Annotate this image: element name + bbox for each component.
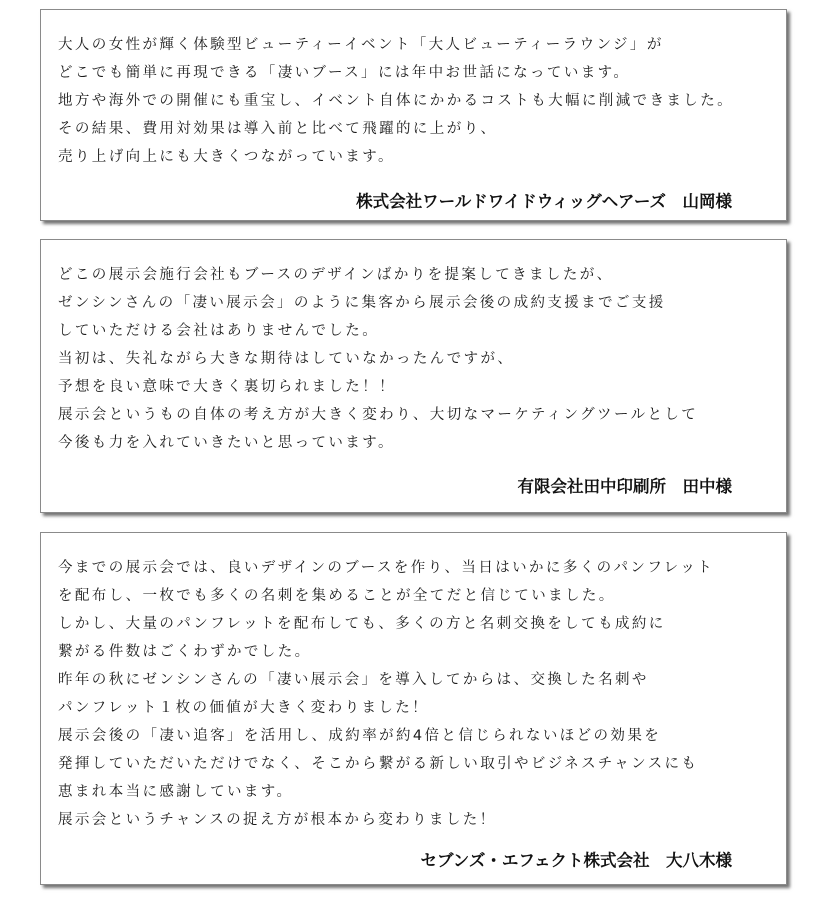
testimonial-line: 今までの展示会では、良いデザインのブースを作り、当日はいかに多くのパンフレット (58, 560, 715, 576)
testimonial-line: 予想を良い意味で大きく裏切られました！！ (58, 379, 396, 395)
testimonial-line: 発揮していただいただけでなく、そこから繋がる新しい取引やビジネスチャンスにも (58, 756, 699, 772)
testimonial-line: 売り上げ向上にも大きくつながっています。 (58, 149, 395, 165)
testimonial-line: しかし、大量のパンフレットを配布しても、多くの方と名刺交換をしても成約に (58, 616, 666, 632)
testimonial-line: 恵まれ本当に感謝しています。 (58, 784, 294, 800)
testimonial-signature: セブンズ・エフェクト株式会社 大八木様 (420, 852, 732, 870)
testimonial-text (58, 554, 776, 834)
testimonial-line: 昨年の秋にゼンシンさんの「凄い展示会」を導入してからは、交換した名刺や (58, 672, 649, 688)
testimonial-line: 今後も力を入れていきたいと思っています。 (58, 435, 395, 451)
testimonial-line: を配布し、一枚でも多くの名刺を集めることが全てだと信じていました。 (58, 588, 616, 604)
testimonial-line: どこでも簡単に再現できる「凄いブース」には年中お世話になっています。 (58, 65, 631, 81)
testimonial-card (40, 532, 787, 885)
testimonial-line: パンフレット１枚の価値が大きく変わりました！ (58, 700, 430, 716)
testimonial-line: 展示会後の「凄い追客」を活用し、成約率が約4倍と信じられないほどの効果を (58, 728, 662, 744)
testimonial-text (58, 261, 776, 457)
testimonial-line: していただける会社はありませんでした。 (58, 323, 380, 339)
testimonial-card (40, 239, 787, 513)
testimonial-line: ゼンシンさんの「凄い展示会」のように集客から展示会後の成約支援までご支援 (58, 295, 666, 311)
testimonial-line: その結果、費用対効果は導入前と比べて飛躍的に上がり、 (58, 121, 498, 137)
testimonial-line: 繋がる件数はごくわずかでした。 (58, 644, 312, 660)
testimonial-signature: 株式会社ワールドワイドウィッグヘアーズ 山岡様 (356, 193, 732, 211)
testimonial-line: 大人の女性が輝く体験型ビューティーイベント「大人ビューティーラウンジ」が (58, 37, 664, 53)
testimonial-line: 当初は、失礼ながら大きな期待はしていなかったんですが、 (58, 351, 515, 367)
testimonial-line: 展示会というチャンスの捉え方が根本から変わりました！ (58, 812, 497, 828)
testimonial-text (58, 31, 776, 171)
testimonial-signature: 有限会社田中印刷所 田中様 (517, 478, 732, 496)
testimonial-line: どこの展示会施行会社もブースのデザインばかりを提案してきましたが、 (58, 267, 614, 283)
testimonial-card (40, 9, 787, 221)
testimonial-line: 展示会というもの自体の考え方が大きく変わり、大切なマーケティングツールとして (58, 407, 699, 423)
testimonial-line: 地方や海外での開催にも重宝し、イベント自体にかかるコストも大幅に削減できました。 (58, 93, 734, 109)
